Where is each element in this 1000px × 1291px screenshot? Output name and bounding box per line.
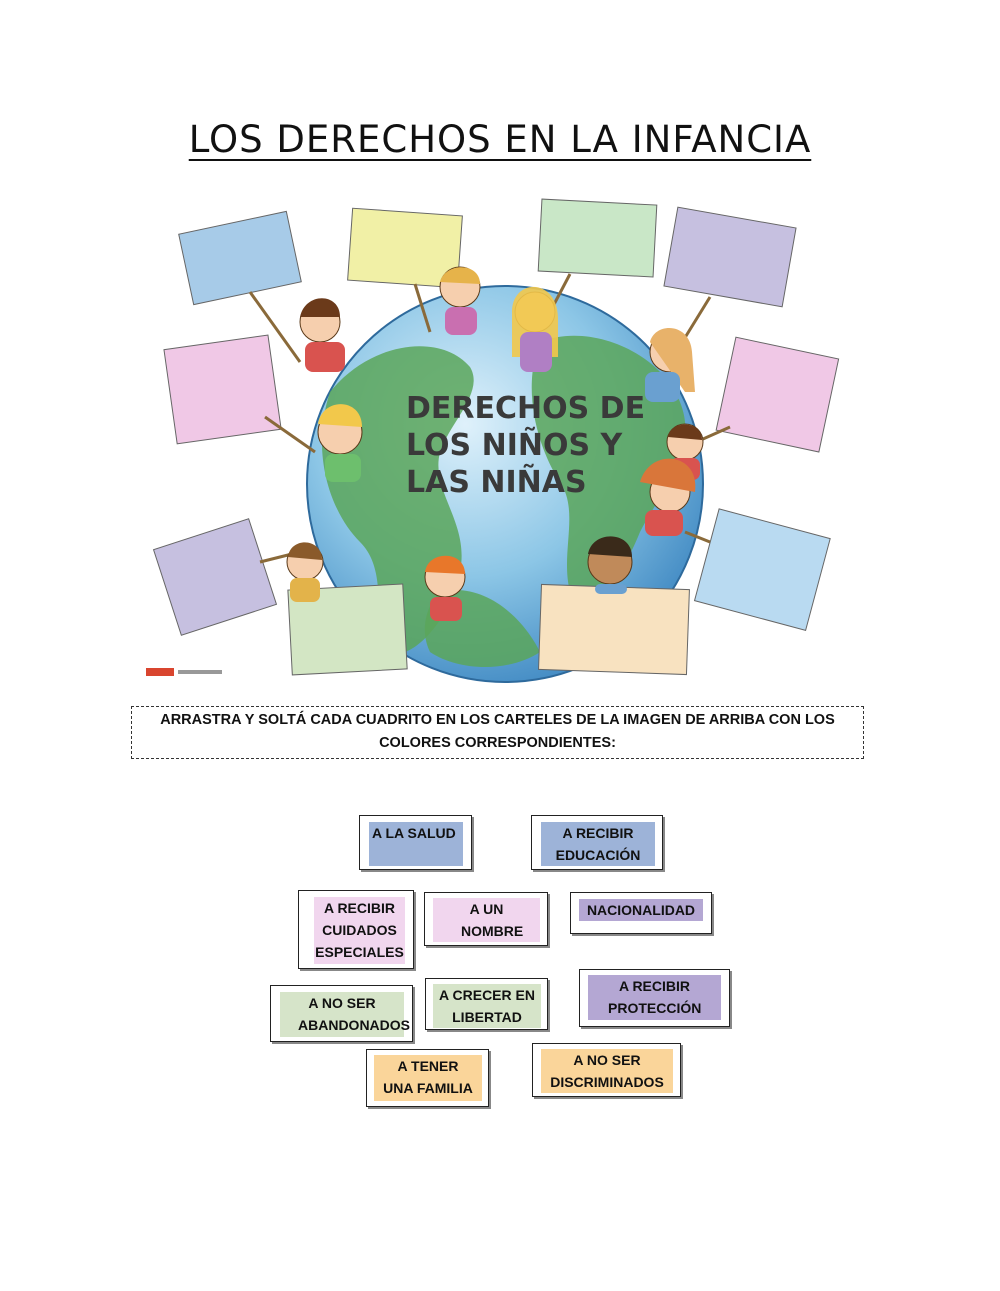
sign-bottom-right xyxy=(695,509,831,631)
card-label: A UN NOMBRE xyxy=(433,898,540,942)
instructions-box xyxy=(131,706,864,759)
card-label: A RECIBIR CUIDADOS ESPECIALES xyxy=(314,897,405,964)
card-a-no-ser-discriminados[interactable] xyxy=(532,1043,681,1097)
child-bottom-center xyxy=(425,556,465,621)
card-a-tener-una-familia[interactable] xyxy=(366,1049,489,1107)
sign-top-left xyxy=(179,211,302,304)
card-nacionalidad[interactable] xyxy=(570,892,712,934)
card-label: A RECIBIR PROTECCIÓN xyxy=(588,975,721,1020)
card-a-la-salud[interactable] xyxy=(359,815,472,870)
instructions-line-1: ARRASTRA Y SOLTÁ CADA CUADRITO EN LOS CARTELES DE LA IMAGEN DE ARRIBA CON LOS xyxy=(160,712,835,728)
publisher-caption xyxy=(178,670,222,674)
world-children-illustration xyxy=(140,192,856,687)
card-label: A NO SER ABANDONADOS xyxy=(280,992,404,1037)
child-top-center xyxy=(440,267,480,335)
card-label: A TENER UNA FAMILIA xyxy=(374,1055,482,1101)
sign-mid-right xyxy=(716,337,838,452)
card-a-no-ser-abandonados[interactable] xyxy=(270,985,413,1042)
page-title: LOS DERECHOS EN LA INFANCIA xyxy=(188,118,812,161)
card-label: A NO SER DISCRIMINADOS xyxy=(541,1049,673,1093)
sign-bottom-center-right xyxy=(539,584,690,674)
sign-top-center-right xyxy=(538,199,657,277)
card-a-recibir-proteccion[interactable] xyxy=(579,969,730,1027)
card-label: A CRECER EN LIBERTAD xyxy=(433,984,541,1028)
sign-bottom-left xyxy=(154,519,277,635)
heading-line-3: LAS NIÑAS xyxy=(406,465,587,500)
card-label: NACIONALIDAD xyxy=(579,899,703,921)
card-a-un-nombre[interactable] xyxy=(424,892,548,946)
card-label: A LA SALUD xyxy=(369,822,463,866)
publisher-logo xyxy=(146,668,174,676)
card-label: A RECIBIR EDUCACIÓN xyxy=(541,822,655,866)
card-a-recibir-educacion[interactable] xyxy=(531,815,663,870)
instructions-line-2: COLORES CORRESPONDIENTES: xyxy=(379,735,616,751)
child-bottom-left xyxy=(287,542,323,602)
heading-line-1: DERECHOS DE xyxy=(406,391,646,426)
card-a-crecer-en-libertad[interactable] xyxy=(425,978,548,1030)
heading-line-2: LOS NIÑOS Y xyxy=(406,428,623,463)
card-a-recibir-cuidados-especiales[interactable] xyxy=(298,890,414,969)
sign-top-right xyxy=(664,207,796,307)
sign-mid-left xyxy=(164,335,281,444)
child-top-left xyxy=(300,298,345,372)
